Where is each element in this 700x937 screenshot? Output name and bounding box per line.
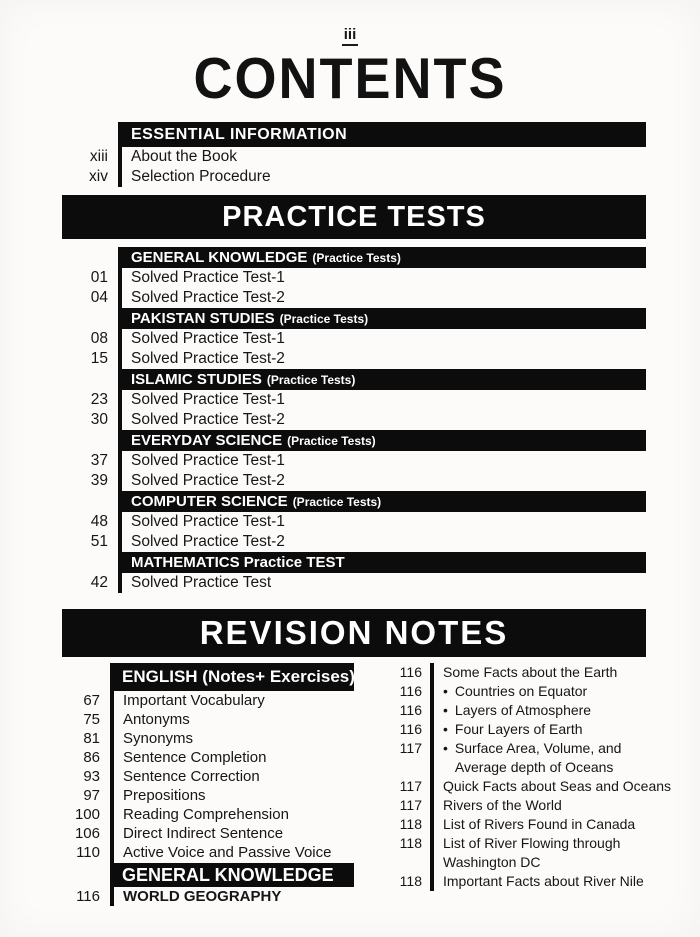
number-gutter [62, 122, 118, 147]
entry-title: WORLD GEOGRAPHY [110, 887, 384, 906]
english-section-header: ENGLISH (Notes+ Exercises) [114, 663, 354, 691]
entry-page-number: 118 [399, 816, 422, 832]
number-gutter [62, 369, 118, 390]
section-subtitle: (Practice Tests) [279, 312, 369, 326]
section-header-row [62, 862, 384, 887]
entry-page-number: 01 [90, 269, 108, 286]
practice-tests-section [62, 247, 646, 593]
page-title: CONTENTS [193, 47, 507, 111]
number-gutter [62, 552, 118, 573]
entry-page-number: 04 [90, 289, 108, 306]
number-gutter [62, 862, 110, 887]
entry-title: Layers of Atmosphere [454, 702, 592, 718]
toc-entry [62, 390, 646, 410]
section-header-row [62, 430, 646, 451]
revision-right-column [396, 663, 674, 906]
section-header [122, 369, 646, 390]
section-title: ISLAMIC STUDIES [131, 371, 262, 388]
entry-page-number: 117 [399, 740, 422, 756]
entry-page-number: 15 [90, 350, 108, 367]
entry-page-number: 118 [399, 835, 422, 851]
entry-title: Solved Practice Test-2 [118, 349, 646, 369]
toc-entry [62, 710, 384, 729]
revision-left-column [62, 663, 384, 906]
section-subtitle: (Practice Tests) [292, 495, 382, 509]
section-header-row [62, 122, 646, 147]
entry-title: Direct Indirect Sentence [110, 824, 384, 843]
entry-title: Reading Comprehension [110, 805, 384, 824]
entry-title: About the Book [118, 147, 646, 167]
toc-entry [62, 410, 646, 430]
section-subtitle: (Practice Tests) [266, 373, 356, 387]
toc-entry [62, 573, 646, 593]
section-subtitle: (Practice Tests) [312, 251, 401, 265]
toc-entry [62, 512, 646, 532]
entry-page-number: 37 [90, 452, 108, 469]
number-gutter [62, 663, 110, 691]
section-header [122, 430, 646, 451]
toc-entry [62, 532, 646, 552]
entry-title: Solved Practice Test-1 [118, 512, 646, 532]
entry-page-number: 116 [399, 702, 422, 718]
section-header-row [62, 308, 646, 329]
section-header-row [62, 247, 646, 268]
entry-page-number: 93 [83, 768, 100, 785]
entry-page-number: 42 [90, 574, 108, 591]
entry-title: Solved Practice Test-2 [118, 410, 646, 430]
entry-title: Solved Practice Test-1 [118, 329, 646, 349]
section-header [122, 491, 646, 512]
essential-information-header: ESSENTIAL INFORMATION [122, 122, 646, 147]
toc-entry [62, 147, 646, 167]
entry-page-number: 117 [399, 778, 422, 794]
entry-page-number: xiii [89, 148, 108, 165]
section-title: PAKISTAN STUDIES [131, 310, 275, 327]
general-knowledge-section-header: GENERAL KNOWLEDGE [114, 863, 354, 887]
entry-page-number: 30 [90, 411, 108, 428]
toc-entry [396, 663, 674, 682]
entry-title: List of Rivers Found in Canada [443, 816, 636, 832]
entry-title: Prepositions [110, 786, 384, 805]
toc-entry [62, 767, 384, 786]
practice-tests-banner: PRACTICE TESTS [62, 195, 646, 239]
entry-page-number: 97 [83, 787, 100, 804]
entry-page-number: xiv [89, 168, 108, 185]
toc-entry [62, 349, 646, 369]
section-header [122, 552, 646, 573]
toc-entry [62, 451, 646, 471]
toc-entry [62, 843, 384, 862]
toc-entry [62, 167, 646, 187]
toc-entry [396, 739, 674, 777]
bullet-glyph: • [443, 721, 448, 737]
folio [0, 0, 700, 44]
entry-title: Important Vocabulary [110, 691, 384, 710]
entry-title: Active Voice and Passive Voice [110, 843, 384, 862]
number-gutter [62, 430, 118, 451]
bullet-glyph: • [443, 683, 448, 699]
toc-entry [396, 777, 674, 796]
entry-title: Solved Practice Test [118, 573, 646, 593]
section-header [122, 308, 646, 329]
entry-title: Important Facts about River Nile [443, 873, 644, 889]
entry-page-number: 86 [83, 749, 100, 766]
entry-title: Selection Procedure [118, 167, 646, 187]
entry-title: Some Facts about the Earth [443, 664, 618, 680]
toc-entry [396, 872, 674, 891]
bullet-glyph: • [443, 702, 448, 718]
toc-entry [62, 329, 646, 349]
entry-title: Sentence Correction [110, 767, 384, 786]
entry-page-number: 116 [76, 888, 100, 905]
bullet-glyph: • [443, 740, 448, 756]
toc-entry [62, 824, 384, 843]
toc-entry [396, 834, 674, 872]
toc-entry [396, 701, 674, 720]
revision-notes-columns [62, 663, 700, 906]
entry-title: Synonyms [110, 729, 384, 748]
entry-title: Sentence Completion [110, 748, 384, 767]
section-title: EVERYDAY SCIENCE [131, 432, 283, 449]
entry-title: Rivers of the World [443, 797, 562, 813]
entry-title: Surface Area, Volume, and Average depth of Oceans [454, 740, 622, 775]
toc-entry [396, 815, 674, 834]
number-gutter [62, 491, 118, 512]
entry-title: Solved Practice Test-2 [118, 288, 646, 308]
toc-entry [62, 471, 646, 491]
entry-title: Quick Facts about Seas and Oceans [443, 778, 672, 794]
entry-title: Solved Practice Test-1 [118, 390, 646, 410]
entry-page-number: 117 [399, 797, 422, 813]
toc-entry [62, 887, 384, 906]
entry-page-number: 08 [90, 330, 108, 347]
toc-entry [396, 682, 674, 701]
entry-title: Solved Practice Test-2 [118, 532, 646, 552]
toc-entry [62, 786, 384, 805]
entry-page-number: 81 [83, 730, 100, 747]
section-title: MATHEMATICS Practice TEST [131, 554, 345, 571]
entry-title: Countries on Equator [454, 683, 588, 699]
entry-page-number: 100 [74, 806, 100, 823]
section-header-row [62, 663, 384, 691]
entry-page-number: 39 [90, 472, 108, 489]
section-subtitle: (Practice Tests) [287, 434, 376, 448]
entry-page-number: 106 [74, 825, 100, 842]
section-header [122, 247, 646, 268]
entry-page-number: 75 [83, 711, 100, 728]
revision-notes-banner: REVISION NOTES [62, 609, 646, 657]
entry-page-number: 51 [90, 533, 108, 550]
section-header-row [62, 369, 646, 390]
entry-page-number: 67 [83, 692, 100, 709]
entry-page-number: 116 [399, 721, 422, 737]
toc-entry [396, 796, 674, 815]
toc-entry [62, 691, 384, 710]
entry-title: Solved Practice Test-1 [118, 268, 646, 288]
page-number: iii [342, 26, 359, 46]
entry-title: Antonyms [110, 710, 384, 729]
essential-information-section [62, 122, 646, 187]
entry-page-number: 116 [399, 664, 422, 680]
entry-page-number: 48 [90, 513, 108, 530]
number-gutter [62, 308, 118, 329]
section-title: COMPUTER SCIENCE [131, 493, 288, 510]
entry-page-number: 116 [399, 683, 422, 699]
entry-title: List of River Flowing through Washington DC [443, 835, 621, 870]
section-header-row [62, 552, 646, 573]
toc-entry [62, 268, 646, 288]
section-header-row [62, 491, 646, 512]
entry-page-number: 118 [399, 873, 422, 889]
entry-title: Solved Practice Test-2 [118, 471, 646, 491]
entry-title: Four Layers of Earth [454, 721, 583, 737]
toc-entry [62, 288, 646, 308]
section-title: GENERAL KNOWLEDGE [131, 249, 308, 266]
toc-entry [62, 748, 384, 767]
toc-entry [62, 805, 384, 824]
number-gutter [62, 247, 118, 268]
entry-title: Solved Practice Test-1 [118, 451, 646, 471]
entry-page-number: 23 [90, 391, 108, 408]
toc-entry [62, 729, 384, 748]
toc-entry [396, 720, 674, 739]
entry-page-number: 110 [76, 844, 100, 861]
